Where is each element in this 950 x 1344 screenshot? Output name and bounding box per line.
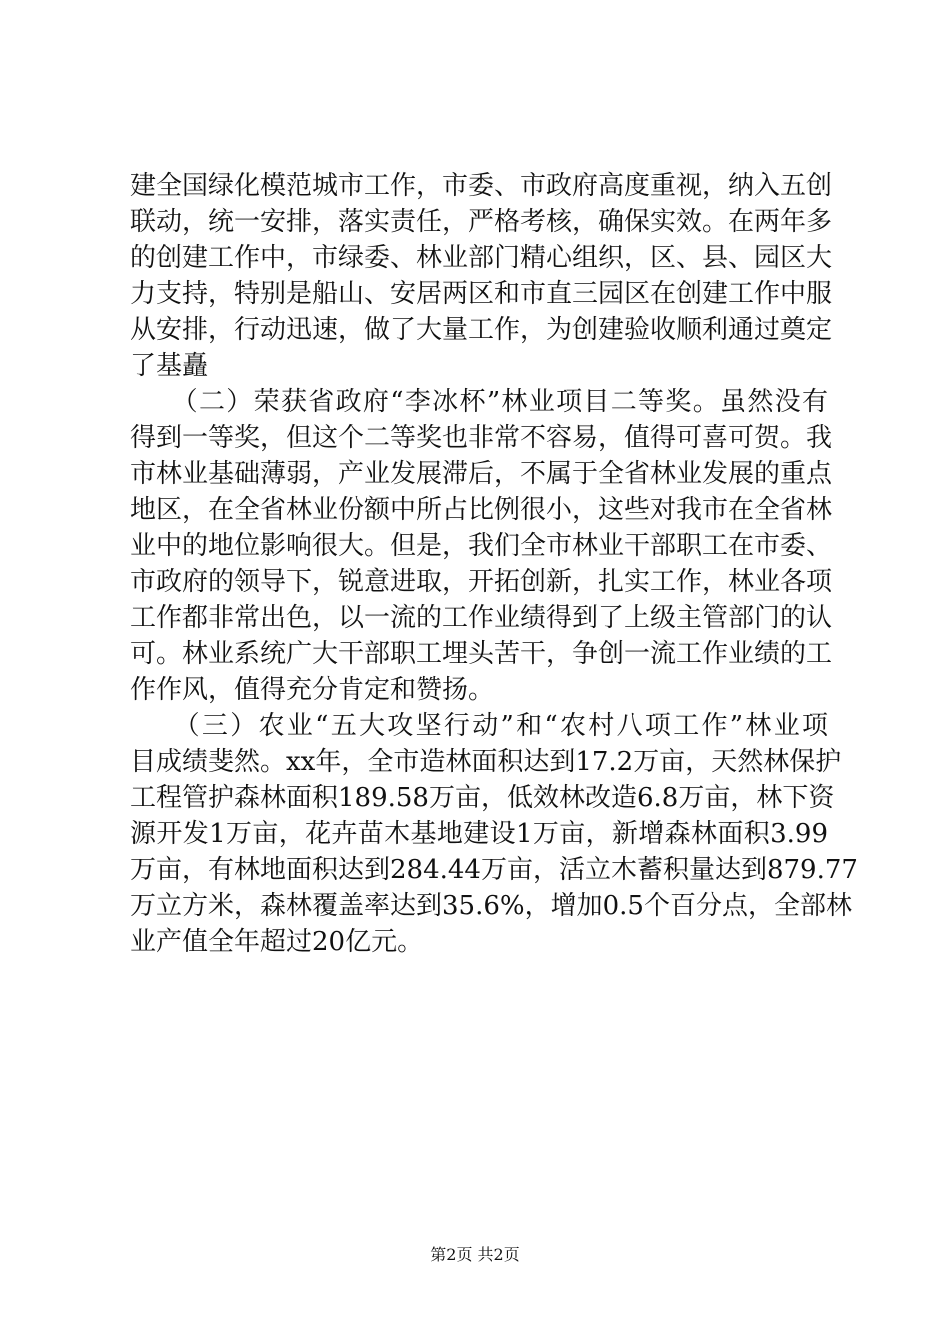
text-line: 作作风，值得充分肯定和赞扬。 xyxy=(130,675,495,705)
text-line: 的创建工作中，市绿委、林业部门精心组织，区、县、园区大 xyxy=(130,243,833,273)
text-line: 建全国绿化模范城市工作，市委、市政府高度重视，纳入五创 xyxy=(130,171,833,201)
text-line: 业产值全年超过20亿元。 xyxy=(130,927,424,957)
document-body xyxy=(130,168,858,960)
text-line: 从安排，行动迅速，做了大量工作，为创建验收顺利通过奠定 xyxy=(130,315,833,345)
text-line: 工作都非常出色，以一流的工作业绩得到了上级主管部门的认 xyxy=(130,603,833,633)
text-line: （二）荣获省政府“李冰杯”林业项目二等奖。虽然没有 xyxy=(130,387,828,417)
text-line: 业中的地位影响很大。但是，我们全市林业干部职工在市委、 xyxy=(130,531,833,561)
text-line: 万亩，有林地面积达到284.44万亩，活立木蓄积量达到879.77 xyxy=(130,855,858,885)
text-line: 地区，在全省林业份额中所占比例很小，这些对我市在全省林 xyxy=(130,495,833,525)
page-number: 第2页 共2页 xyxy=(430,1245,520,1264)
text-line: 万立方米，森林覆盖率达到35.6%，增加0.5个百分点，全部林 xyxy=(130,891,852,921)
text-line: 工程管护森林面积189.58万亩，低效林改造6.8万亩，林下资 xyxy=(130,783,835,813)
text-line: 市林业基础薄弱，产业发展滞后，不属于全省林业发展的重点 xyxy=(130,459,833,489)
text-line: 可。林业系统广大干部职工埋头苦干，争创一流工作业绩的工 xyxy=(130,639,833,669)
paragraph xyxy=(130,384,833,708)
text-line: （三）农业“五大攻坚行动”和“农村八项工作”林业项 xyxy=(130,711,828,741)
text-line: 了基矗 xyxy=(130,351,209,381)
paragraph xyxy=(130,708,858,960)
text-line: 联动，统一安排，落实责任，严格考核，确保实效。在两年多 xyxy=(130,207,833,237)
text-line: 源开发1万亩，花卉苗木基地建设1万亩，新增森林面积3.99 xyxy=(130,819,828,849)
text-line: 力支持，特别是船山、安居两区和市直三园区在创建工作中服 xyxy=(130,279,833,309)
paragraph xyxy=(130,168,833,384)
text-line: 市政府的领导下，锐意进取，开拓创新，扎实工作，林业各项 xyxy=(130,567,833,597)
text-line: 得到一等奖，但这个二等奖也非常不容易，值得可喜可贺。我 xyxy=(130,423,833,453)
text-line: 目成绩斐然。xx年，全市造林面积达到17.2万亩，天然林保护 xyxy=(130,747,842,777)
